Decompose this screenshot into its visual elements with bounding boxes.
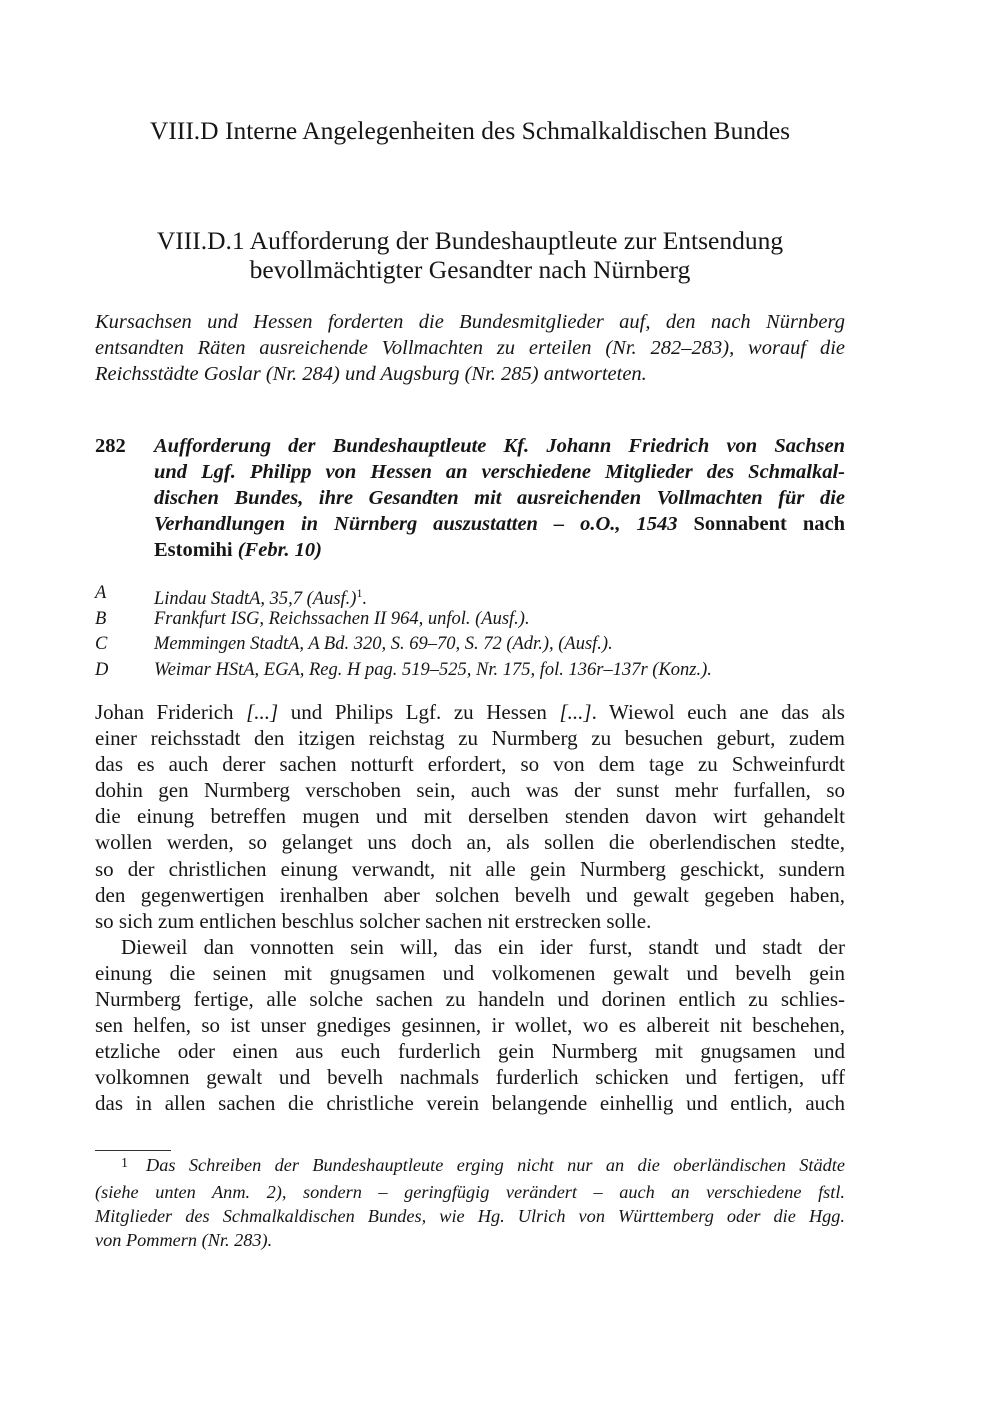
body-line: den gegenwertigen irenhalben aber solchen bevelh und gewalt gegeben haben, <box>95 882 845 907</box>
document-title-place-date: Verhandlungen in Nürnberg auszustatten – o.O., 1543 <box>154 513 678 535</box>
source-entry <box>95 658 845 684</box>
section-heading-line: bevollmächtigter Gesandter nach Nürnberg <box>249 255 691 284</box>
body-line <box>95 699 845 725</box>
body-line: dohin gen Nurmberg verschoben sein, auch was der sunst mehr furfallen, so <box>95 778 845 803</box>
body-line: etzliche oder einen aus euch furderlich gein Nurmberg mit gnugsamen und <box>95 1039 845 1064</box>
footnote-line: Mitglieder des Schmalkaldischen Bundes, wie Hg. Ulrich von Württemberg oder die Hgg. <box>95 1206 845 1226</box>
omission-mark: [...] <box>246 700 279 724</box>
source-text: Weimar HStA, EGA, Reg. H pag. 519–525, Nr. 175, fol. 136r–137r (Konz.). <box>154 659 712 680</box>
source-entry <box>95 632 845 658</box>
document-page <box>95 0 845 1418</box>
footnote-number: 1 <box>121 1156 128 1171</box>
source-archive: Lindau StadtA, 35,7 (Ausf.) <box>154 589 357 610</box>
footnote <box>95 1153 845 1252</box>
document-title <box>154 433 845 563</box>
footnote-text: Das Schreiben der Bundeshauptleute erging nicht nur an die oberländischen Städte <box>146 1155 845 1175</box>
document-title-line: dischen Bundes, ihre Gesandten mit ausreichenden Vollmachten für die <box>154 487 845 509</box>
source-text: Frankfurt ISG, Reichssachen II 964, unfol. (Ausf.). <box>154 608 530 629</box>
body-line: die einung betreffen mugen und mit derselben stenden davon wirt gehandelt <box>95 804 845 829</box>
document-title-line: Aufforderung der Bundeshauptleute Kf. Johann Friedrich von Sachsen <box>154 435 845 457</box>
body-line: wollen werden, so gelanget uns doch an, als sollen die oberlendischen stedte, <box>95 830 845 855</box>
section-summary <box>95 309 845 387</box>
body-line: das es auch derer sachen notturft erfordert, so von dem tage zu Schweinfurdt <box>95 752 845 777</box>
document-number: 282 <box>95 435 126 457</box>
summary-line: Reichsstädte Goslar (Nr. 284) und Augsburg (Nr. 285) antworteten. <box>95 363 647 385</box>
body-text: Johan Friderich <box>95 700 247 724</box>
document-title-line <box>154 537 845 563</box>
section-heading-line: VIII.D.1 Aufforderung der Bundeshauptleute zur Entsendung <box>156 226 784 255</box>
document-title-line: und Lgf. Philipp von Hessen an verschiedene Mitglieder des Schmalkal- <box>154 461 845 483</box>
body-line: einer reichsstadt den itzigen reichstag zu Nurmberg zu besuchen geburt, zudem <box>95 726 845 751</box>
body-line: Nurmberg fertige, alle solche sachen zu handeln und dorinen entlich zu schlies- <box>95 987 845 1012</box>
footnote-line: (siehe unten Anm. 2), sondern – geringfügig verändert – auch an verschiedene fstl. <box>95 1182 845 1202</box>
document-title-feast-day: Sonnabent nach <box>693 513 845 535</box>
source-list <box>95 581 845 683</box>
section-heading <box>95 226 845 284</box>
footnote-reference[interactable]: 1 <box>356 586 363 600</box>
source-tail: . <box>362 589 368 610</box>
body-line: so sich zum entlichen beschlus solcher sachen nit erstrecken solle. <box>95 908 652 933</box>
footnote-divider <box>95 1150 171 1151</box>
body-text: und Philips Lgf. zu Hessen <box>278 700 560 724</box>
body-line: Dieweil dan vonnotten sein will, das ein ider furst, standt und stadt der <box>121 934 845 959</box>
source-siglum: B <box>95 608 107 629</box>
body-text: . Wiewol euch ane das als <box>591 700 845 724</box>
source-siglum: C <box>95 634 108 654</box>
document-title-feast-name: Estomihi <box>154 539 233 561</box>
document-title-date: (Febr. 10) <box>237 539 323 561</box>
source-siglum: D <box>95 659 109 680</box>
body-line: das in allen sachen die christliche verein belangende einhellig und entlich, auch <box>95 1091 845 1116</box>
summary-line: entsandten Räten ausreichende Vollmachten zu erteilen (Nr. 282–283), worauf die <box>95 337 845 359</box>
body-line: volkomnen gewalt und bevelh nachmals furderlich schicken und fertigen, uff <box>95 1065 845 1090</box>
document-body <box>95 699 845 1117</box>
source-siglum: A <box>95 583 107 603</box>
footnote-line <box>95 1153 845 1180</box>
chapter-heading: VIII.D Interne Angelegenheiten des Schmalkaldischen Bundes <box>149 116 791 145</box>
source-text: Memmingen StadtA, A Bd. 320, S. 69–70, S. 72 (Adr.), (Ausf.). <box>154 634 613 654</box>
body-line: so der christlichen einung verwandt, nit alle gein Nurmberg geschickt, sundern <box>95 856 845 881</box>
body-line: sen helfen, so ist unser gnediges gesinnen, ir wollet, wo es albereit nit beschehen, <box>95 1013 845 1038</box>
omission-mark: [...] <box>559 700 592 724</box>
document-title-line <box>154 511 845 537</box>
summary-line: Kursachsen und Hessen forderten die Bundesmitglieder auf, den nach Nürnberg <box>95 311 845 333</box>
footnote-line: von Pommern (Nr. 283). <box>95 1230 273 1250</box>
source-entry <box>95 581 845 610</box>
body-line: einung die seinen mit gnugsamen und volkomenen gewalt und bevelh gein <box>95 960 845 985</box>
source-entry <box>95 607 845 633</box>
